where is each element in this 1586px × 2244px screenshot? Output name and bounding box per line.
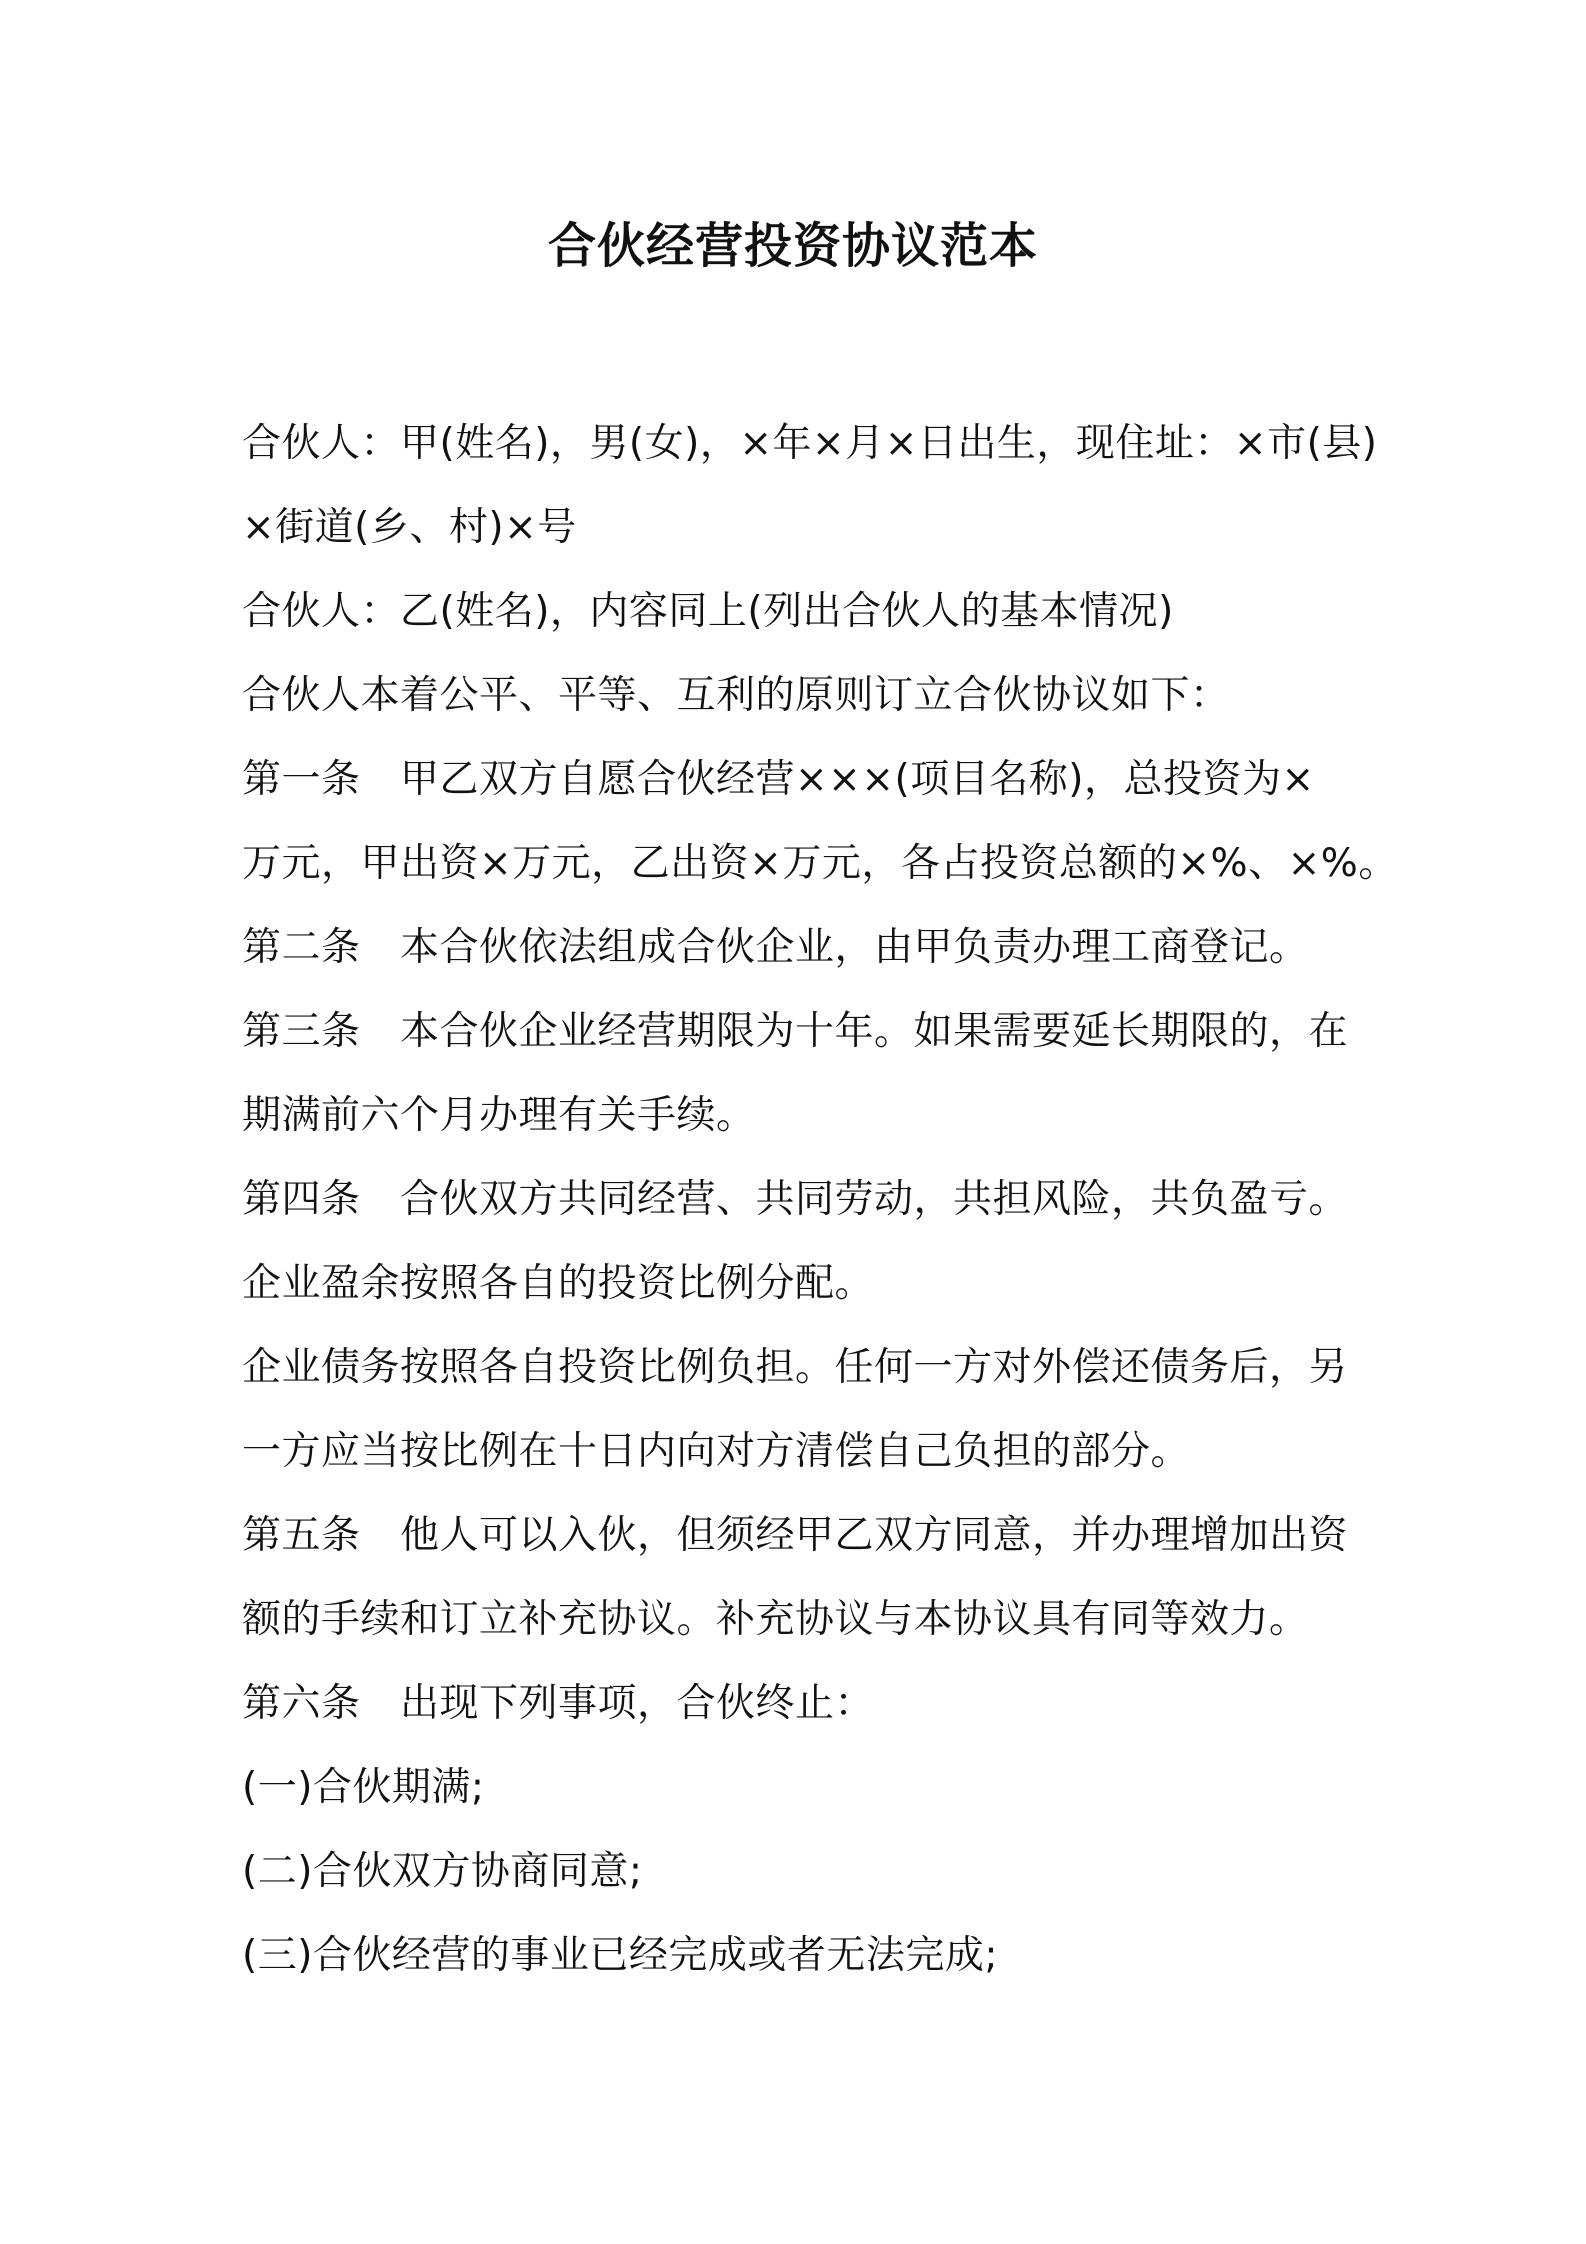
article-5-line-1: 第五条 他人可以入伙，但须经甲乙双方同意，并办理增加出资 <box>242 1513 1349 1558</box>
article-6-line: 第六条 出现下列事项，合伙终止： <box>242 1681 875 1726</box>
article-1-line-1: 第一条 甲乙双方自愿合伙经营×××(项目名称)，总投资为× <box>242 757 1315 802</box>
article-1-line-2: 万元，甲出资×万元，乙出资×万元，各占投资总额的×%、×%。 <box>242 841 1398 886</box>
debt-line-1: 企业债务按照各自投资比例负担。任何一方对外偿还债务后，另 <box>242 1345 1349 1390</box>
article-3-line-1: 第三条 本合伙企业经营期限为十年。如果需要延长期限的，在 <box>242 1009 1349 1054</box>
article-2-line: 第二条 本合伙依法组成合伙企业，由甲负责办理工商登记。 <box>242 925 1309 970</box>
partner-b-line: 合伙人：乙(姓名)，内容同上(列出合伙人的基本情况) <box>242 589 1174 634</box>
article-4-line-2: 企业盈余按照各自的投资比例分配。 <box>242 1261 875 1306</box>
termination-item-1: (一)合伙期满; <box>242 1765 485 1810</box>
document-title: 合伙经营投资协议范本 <box>547 218 1038 274</box>
article-4-line-1: 第四条 合伙双方共同经营、共同劳动，共担风险，共负盈亏。 <box>242 1177 1349 1222</box>
article-5-line-2: 额的手续和订立补充协议。补充协议与本协议具有同等效力。 <box>242 1597 1309 1642</box>
termination-item-3: (三)合伙经营的事业已经完成或者无法完成; <box>242 1933 999 1978</box>
partner-a-line-1: 合伙人：甲(姓名)，男(女)，×年×月×日出生，现住址：×市(县) <box>242 421 1378 466</box>
preamble-line: 合伙人本着公平、平等、互利的原则订立合伙协议如下： <box>242 673 1230 718</box>
termination-item-2: (二)合伙双方协商同意; <box>242 1849 643 1894</box>
article-3-line-2: 期满前六个月办理有关手续。 <box>242 1093 756 1138</box>
debt-line-2: 一方应当按比例在十日内向对方清偿自己负担的部分。 <box>242 1429 1191 1474</box>
partner-a-line-2: ×街道(乡、村)×号 <box>242 505 577 550</box>
document-body <box>242 402 1398 1998</box>
